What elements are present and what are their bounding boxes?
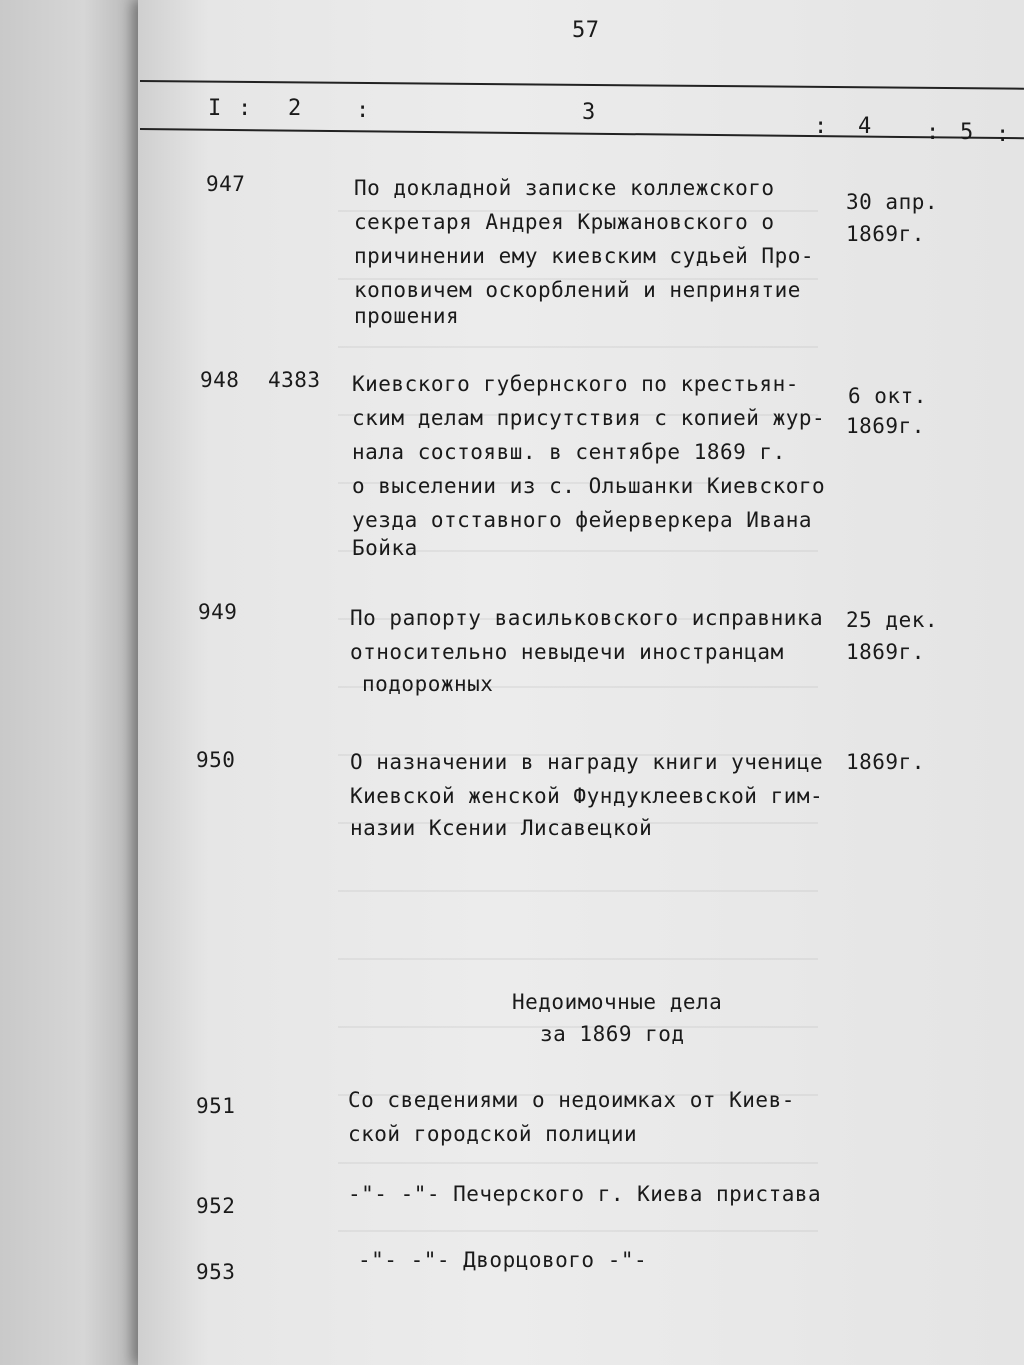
entry-text-line: ской городской полиции [348, 1122, 638, 1146]
column-header-1: I [208, 96, 222, 121]
column-separator: : [814, 114, 828, 139]
entry-number: 951 [196, 1094, 236, 1118]
entry-text-line: причинении ему киевским судьей Про- [354, 244, 815, 268]
entry-text-line: -"- -"- Дворцового -"- [358, 1248, 648, 1272]
entry-text-line: секретаря Андрея Крыжановского о [354, 210, 775, 234]
column-header-3: 3 [582, 100, 596, 125]
entry-text-line: Киевского губернского по крестьян- [352, 372, 799, 396]
facing-page [0, 0, 140, 1365]
entry-date: 1869г. [846, 750, 925, 774]
page-number: 57 [572, 18, 600, 43]
entry-text-line: назии Ксении Лисавецкой [350, 816, 653, 840]
entry-text-line: нала состоявш. в сентябре 1869 г. [352, 440, 786, 464]
entry-date: 1869г. [846, 222, 925, 246]
entry-text-line: о выселении из с. Ольшанки Киевского [352, 474, 826, 498]
entry-text-line: относительно невыдечи иностранцам [350, 640, 784, 664]
entry-date: 1869г. [846, 414, 925, 438]
entry-number: 952 [196, 1194, 236, 1218]
entry-date: 6 окт. [848, 384, 927, 408]
entry-text-line: Со сведениями о недоимках от Киев- [348, 1088, 795, 1112]
entry-date: 30 апр. [846, 190, 939, 214]
column-separator: : [238, 96, 252, 121]
entry-text-line: По докладной записке коллежского [354, 176, 775, 200]
entry-text-line: По рапорту васильковского исправника [350, 606, 824, 630]
entry-text-line: коповичем оскорблений и непринятие [354, 278, 801, 302]
entry-text-line: О назначении в награду книги ученице [350, 750, 824, 774]
entry-text-line: уезда отставного фейерверкера Ивана [352, 508, 813, 532]
entry-number: 947 [206, 172, 246, 196]
entry-text-line: Киевской женской Фундуклеевской гим- [350, 784, 824, 808]
column-separator: : [926, 120, 940, 145]
section-heading: Недоимочные дела [512, 990, 723, 1014]
entry-text-line: прошения [354, 304, 460, 328]
column-separator: : [996, 122, 1010, 147]
column-separator: : [356, 98, 370, 123]
section-heading: за 1869 год [540, 1022, 685, 1046]
column-header-5: 5 [960, 120, 974, 145]
entry-text-line: ским делам присутствия с копией жур- [352, 406, 826, 430]
entry-text-line: -"- -"- Печерского г. Киева пристава [348, 1182, 822, 1206]
entry-number: 948 [200, 368, 240, 392]
column-header-4: 4 [858, 114, 872, 139]
entry-number: 949 [198, 600, 238, 624]
entry-code: 4383 [268, 368, 321, 392]
entry-number: 953 [196, 1260, 236, 1284]
entry-text-line: Бойка [352, 536, 418, 560]
entry-date: 1869г. [846, 640, 925, 664]
entry-date: 25 дек. [846, 608, 939, 632]
entry-number: 950 [196, 748, 236, 772]
entry-text-line: подорожных [362, 672, 494, 696]
column-header-2: 2 [288, 96, 302, 121]
